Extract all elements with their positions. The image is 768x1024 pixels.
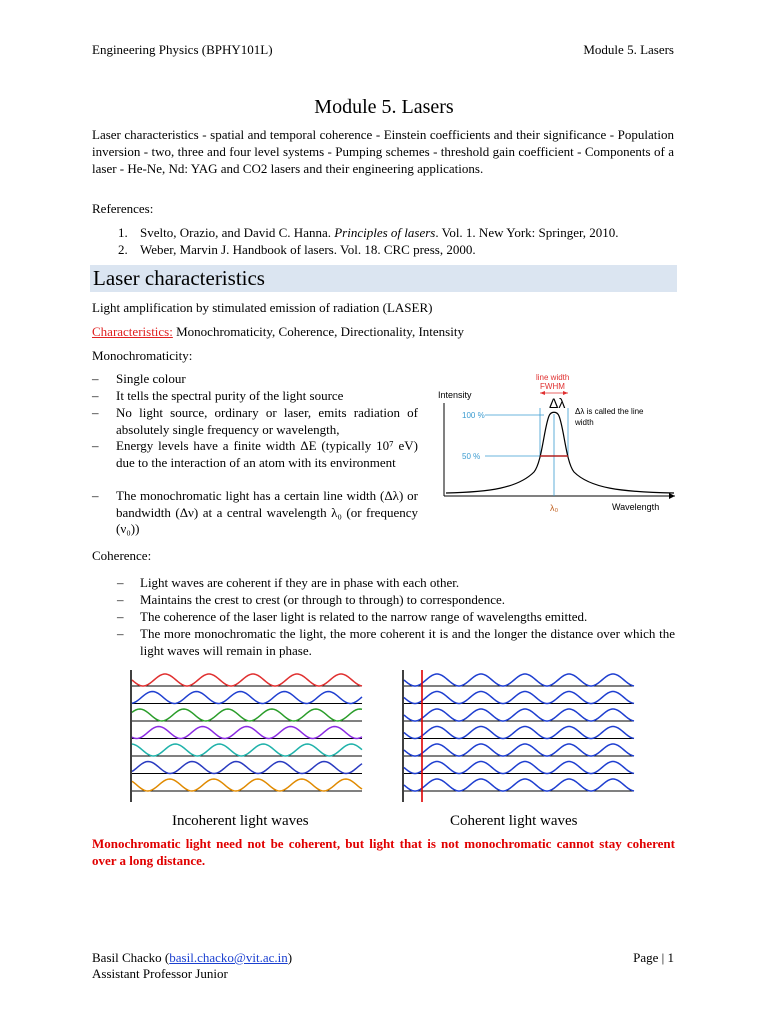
lambda0-label: λ₀	[550, 503, 559, 513]
mono-bullet	[92, 488, 418, 538]
bullet-text: The more monochromatic the light, the more coherent it is and the longer the distance over which the light waves will remain in phase.	[140, 626, 675, 658]
references-label: References:	[92, 201, 154, 216]
incoherent-waves-figure	[128, 666, 366, 806]
footer-author	[92, 950, 292, 966]
reference-text-end: . Vol. 1. New York: Springer, 2010.	[435, 225, 619, 240]
bullet-dash: –	[92, 488, 99, 503]
coherent-wave	[404, 674, 634, 686]
intensity-label: Intensity	[438, 390, 472, 400]
footer-email-link[interactable]: basil.chacko@vit.ac.in	[169, 950, 288, 965]
coherence-bullet	[117, 625, 675, 659]
footer-paren: )	[287, 950, 293, 965]
label-100-percent: 100 %	[462, 411, 485, 420]
bullet-text: No light source, ordinary or laser, emits radiation of absolutely single frequency or wavelength,	[116, 405, 418, 437]
bullet-text: Light waves are coherent if they are in phase with each other.	[140, 575, 460, 590]
reference-text: Weber, Marvin J. Handbook of lasers. Vol. 18. CRC press, 2000.	[140, 242, 476, 257]
linewidth-note-line1: Δλ is called the line	[575, 407, 644, 416]
coherent-wave	[404, 692, 634, 704]
incoherent-wave	[132, 727, 362, 739]
syllabus-paragraph: Laser characteristics - spatial and temporal coherence - Einstein coefficients and their significance - Population inversion - two, three and four level systems - Pumping schemes - threshold gain coefficient - Components of a laser - He-Ne, Nd: YAG and CO2 lasers and their engineering applications.	[92, 127, 674, 176]
characteristics-list: Monochromaticity, Coherence, Directionality, Intensity	[172, 324, 464, 339]
footer-name-text: Basil Chacko (	[92, 950, 170, 965]
coherence-bullet	[117, 591, 675, 608]
characteristics-line	[92, 324, 464, 340]
page-title: Module 5. Lasers	[314, 96, 454, 118]
coherence-warning: Monochromatic light need not be coherent, but light that is not monochromatic cannot stay coherent over a long distance.	[92, 836, 675, 868]
monochromaticity-label: Monochromaticity:	[92, 348, 193, 363]
label-50-percent: 50 %	[462, 452, 481, 461]
bullet-text: Maintains the crest to crest (or through to through) to correspondence.	[140, 592, 505, 607]
laser-definition: Light amplification by stimulated emission of radiation (LASER)	[92, 300, 433, 315]
bullet-dash: –	[117, 609, 124, 624]
incoherent-wave	[132, 674, 362, 686]
bullet-text: Single colour	[116, 371, 186, 386]
coherent-waves-figure	[400, 666, 638, 806]
mono-bullet	[92, 438, 418, 471]
footer-author-title: Assistant Professor Junior	[92, 966, 228, 981]
reference-text: Svelto, Orazio, and David C. Hanna.	[140, 225, 335, 240]
incoherent-caption: Incoherent light waves	[172, 813, 309, 829]
characteristics-label: Characteristics:	[92, 324, 173, 339]
incoherent-wave	[132, 779, 362, 791]
wavelength-label: Wavelength	[612, 502, 660, 512]
bullet-dash: –	[92, 371, 99, 386]
arrow-left-icon	[540, 391, 545, 395]
fwhm-label: FWHM	[540, 382, 565, 391]
header-course: Engineering Physics (BPHY101L)	[92, 42, 273, 57]
linewidth-note-line2: width	[575, 418, 594, 427]
reference-number: 1.	[118, 225, 128, 240]
coherent-wave	[404, 744, 634, 756]
bullet-dash: –	[117, 626, 124, 641]
incoherent-wave	[132, 762, 362, 774]
coherent-wave	[404, 709, 634, 721]
incoherent-wave	[132, 692, 362, 704]
section-title: Laser characteristics	[93, 266, 265, 290]
reference-number: 2.	[118, 242, 128, 257]
axis-arrow-icon	[669, 493, 675, 499]
reference-book-title: Principles of lasers	[334, 225, 436, 240]
reference-item	[118, 242, 476, 258]
coherent-wave	[404, 779, 634, 791]
incoherent-wave	[132, 709, 362, 721]
bullet-text: Energy levels have a finite width ΔE (typically 10⁷ eV) due to the interaction of an atom with its environment	[116, 438, 418, 470]
delta-lambda-symbol: Δλ	[549, 395, 566, 411]
header-module: Module 5. Lasers	[583, 42, 674, 57]
bullet-dash: –	[92, 438, 99, 453]
linewidth-figure	[430, 368, 680, 518]
bullet-text: The coherence of the laser light is related to the narrow range of wavelengths emitted.	[140, 609, 588, 624]
coherence-bullet	[117, 574, 675, 591]
coherence-bullet	[117, 608, 675, 625]
bullet-text: It tells the spectral purity of the light source	[116, 388, 344, 403]
coherent-caption: Coherent light waves	[450, 813, 578, 829]
bullet-text: The monochromatic light has a certain line width (Δλ) or bandwidth (Δν) at a central wavelength λ₀ (or frequency (ν₀))	[116, 488, 418, 536]
coherent-wave	[404, 727, 634, 739]
page-number: Page | 1	[633, 950, 674, 965]
mono-bullet	[92, 405, 418, 438]
coherence-label: Coherence:	[92, 548, 152, 563]
incoherent-wave	[132, 744, 362, 756]
reference-item	[118, 225, 619, 241]
bullet-dash: –	[117, 575, 124, 590]
bullet-dash: –	[92, 388, 99, 403]
line-width-label: line width	[536, 373, 570, 382]
bullet-dash: –	[117, 592, 124, 607]
bullet-dash: –	[92, 405, 99, 420]
mono-bullet	[92, 371, 418, 388]
mono-bullet	[92, 388, 418, 405]
coherent-wave	[404, 762, 634, 774]
